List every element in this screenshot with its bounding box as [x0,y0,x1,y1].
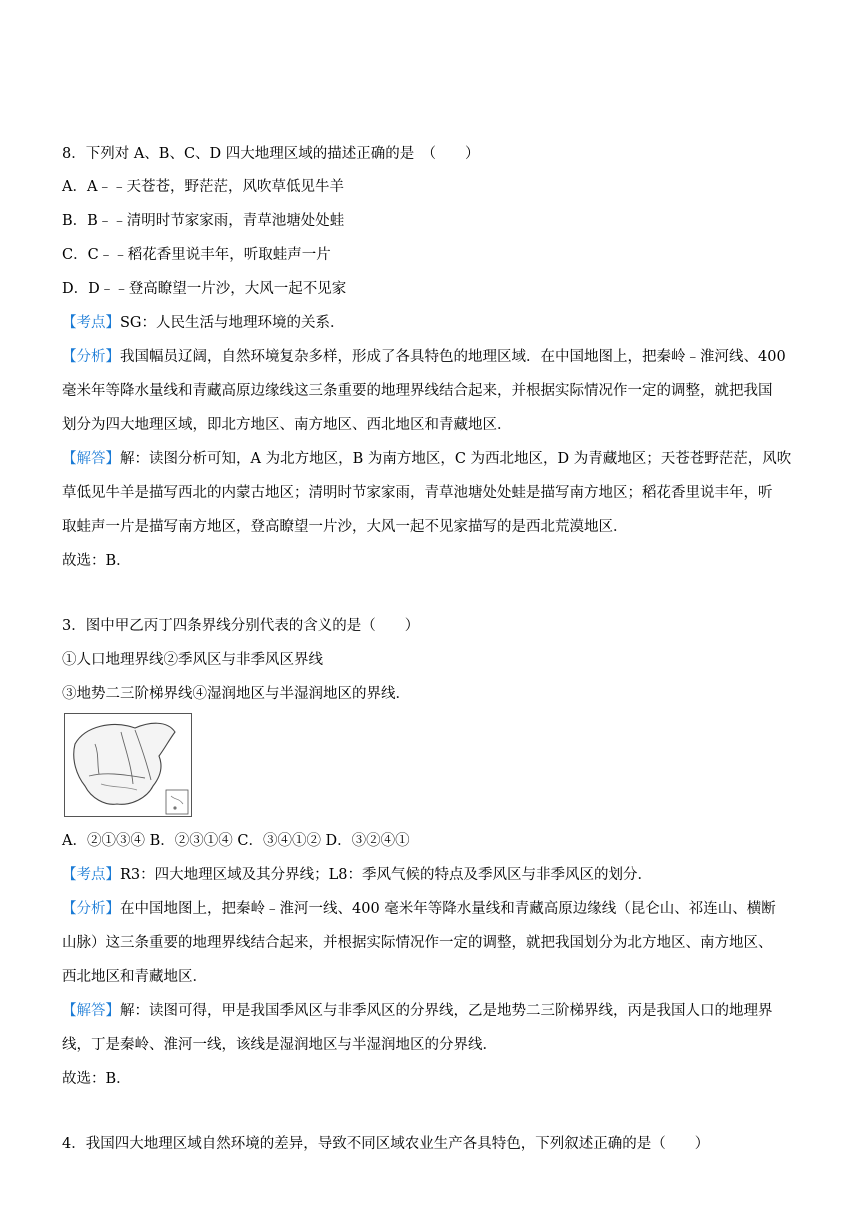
q3-fenxi-line-1 [62,899,802,919]
q8-jieda-line-1 [62,449,802,469]
q8-option-a: A．A﹣﹣天苍苍，野茫茫，风吹草低见牛羊 [62,179,344,195]
q3-kaodian-text: R3：四大地理区域及其分界线；L8：季风气候的特点及季风区与非季风区的划分． [120,867,652,883]
q3-answer: 故选：B． [62,1071,131,1087]
q8-fenxi-line-2: 毫米年等降水量线和青藏高原边缘线这三条重要的地理界线结合起来，并根据实际情况作一定的调整，就把我国 [62,383,773,399]
q8-fenxi-tag: 【分析】 [62,349,120,365]
q3-options: A．②①③④ B．②③①④ C．③④①② D．③②④① [62,833,410,849]
q3-kaodian [62,865,802,885]
q8-option-d: D．D﹣﹣登高瞭望一片沙，大风一起不见家 [62,281,347,297]
q3-fenxi-text-1: 在中国地图上，把秦岭﹣淮河一线、400 毫米年等降水量线和青藏高原边缘线（昆仑山、祁连山、横断 [120,901,776,917]
q3-jieda-text-1: 解：读图可得，甲是我国季风区与非季风区的分界线，乙是地势二三阶梯界线，丙是我国人口的地理界 [120,1003,773,1019]
q3-items-line-1: ①人口地理界线②季风区与非季风区界线 [62,652,323,668]
china-boundary-map [64,713,192,817]
q8-fenxi-line-3: 划分为四大地理区域，即北方地区、南方地区、西北地区和青藏地区． [62,417,512,433]
q8-kaodian-tag: 【考点】 [62,315,120,331]
q3-fenxi-line-2: 山脉）这三条重要的地理界线结合起来，并根据实际情况作一定的调整，就把我国划分为北方地区、南方地区、 [62,935,773,951]
q8-jieda-line-3: 取蛙声一片是描写南方地区，登高瞭望一片沙，大风一起不见家描写的是西北荒漠地区． [62,519,628,535]
q8-kaodian [62,313,802,333]
q3-jieda-tag: 【解答】 [62,1003,120,1019]
q8-jieda-tag: 【解答】 [62,451,120,467]
q3-jieda-line-2: 线，丁是秦岭、淮河一线，该线是湿润地区与半湿润地区的分界线． [62,1037,497,1053]
q8-stem: 8．下列对 A、B、C、D 四大地理区域的描述正确的是 （ ） [62,146,480,162]
q3-jieda-line-1 [62,1001,802,1021]
q3-kaodian-tag: 【考点】 [62,867,120,883]
q8-option-b: B．B﹣﹣清明时节家家雨，青草池塘处处蛙 [62,213,345,229]
q3-stem: 3．图中甲乙丙丁四条界线分别代表的含义的是（ ） [62,618,420,634]
q8-fenxi-text-1: 我国幅员辽阔，自然环境复杂多样，形成了各具特色的地理区域．在中国地图上，把秦岭﹣淮河线、400 [120,349,786,365]
q8-jieda-text-1: 解：读图分析可知，A 为北方地区，B 为南方地区，C 为西北地区，D 为青藏地区；天苍苍野茫茫，风吹 [120,451,792,467]
q3-fenxi-tag: 【分析】 [62,901,120,917]
q4-stem: 4．我国四大地理区域自然环境的差异，导致不同区域农业生产各具特色，下列叙述正确的是（ ） [62,1136,710,1152]
q8-option-c: C．C﹣﹣稻花香里说丰年，听取蛙声一片 [62,247,331,263]
q8-answer: 故选：B． [62,553,131,569]
q8-jieda-line-2: 草低见牛羊是描写西北的内蒙古地区；清明时节家家雨，青草池塘处处蛙是描写南方地区；稻花香里说丰年，听 [62,485,773,501]
q8-kaodian-text: SG：人民生活与地理环境的关系． [120,315,345,331]
q3-fenxi-line-3: 西北地区和青藏地区． [62,969,207,985]
q3-items-line-2: ③地势二三阶梯界线④湿润地区与半湿润地区的界线． [62,686,410,702]
q8-fenxi-line-1 [62,347,802,367]
